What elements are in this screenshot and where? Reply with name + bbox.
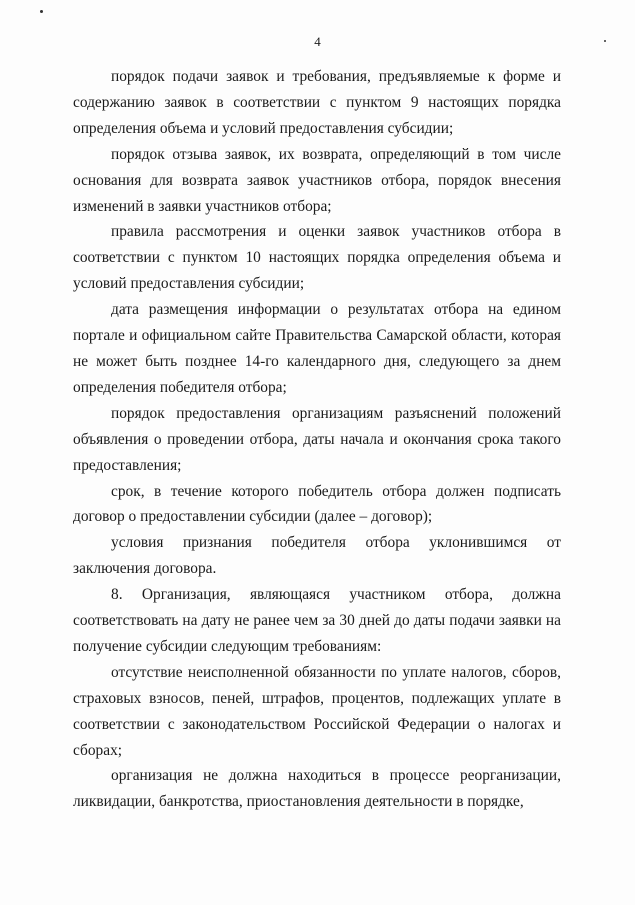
paragraph-withdrawal-procedure: порядок отзыва заявок, их возврата, определяющий в том числе основания для возврата заявок участников отбора, порядок внесения изменений в заявки участников отбора; [73, 145, 561, 215]
paragraph-evasion-conditions: условия признания победителя отбора уклонившимся от заключения договора. [73, 534, 561, 578]
paragraph-application-procedure: порядок подачи заявок и требования, предъявляемые к форме и содержанию заявок в соответствии с пунктом 9 настоящих порядка определения объема и условий предоставления субсидии; [73, 68, 561, 137]
paragraph-no-reorganization: организация не должна находиться в процессе реорганизации, ликвидации, банкротства, приостановления деятельности в порядке, [73, 767, 561, 811]
scan-speck [40, 10, 43, 13]
document-body [73, 64, 561, 815]
paragraph-no-tax-debt: отсутствие неисполненной обязанности по уплате налогов, сборов, страховых взносов, пеней, штрафов, процентов, подлежащих уплате в соответствии с законодательством Российской Федерации о налогах и сборах; [73, 663, 561, 759]
paragraph-clarifications: порядок предоставления организациям разъяснений положений объявления о проведении отбора, даты начала и окончания срока такого предоставления; [73, 404, 561, 474]
paragraph-results-publication: дата размещения информации о результатах отбора на едином портале и официальном сайте Правительства Самарской области, которая не может быть позднее 14-го календарного дня, следующего за днем определения победителя отбора; [73, 301, 561, 396]
page-number: 4 [314, 34, 321, 49]
paragraph-signing-deadline: срок, в течение которого победитель отбора должен подписать договор о предоставлении субсидии (далее – договор); [73, 482, 561, 526]
paragraph-section-8: 8. Организация, являющаяся участником отбора, должна соответствовать на дату не ранее чем за 30 дней до даты подачи заявки на получение субсидии следующим требованиям: [73, 586, 561, 655]
paragraph-review-rules: правила рассмотрения и оценки заявок участников отбора в соответствии с пунктом 10 настоящих порядка определения объема и условий предоставления субсидии; [73, 223, 561, 293]
